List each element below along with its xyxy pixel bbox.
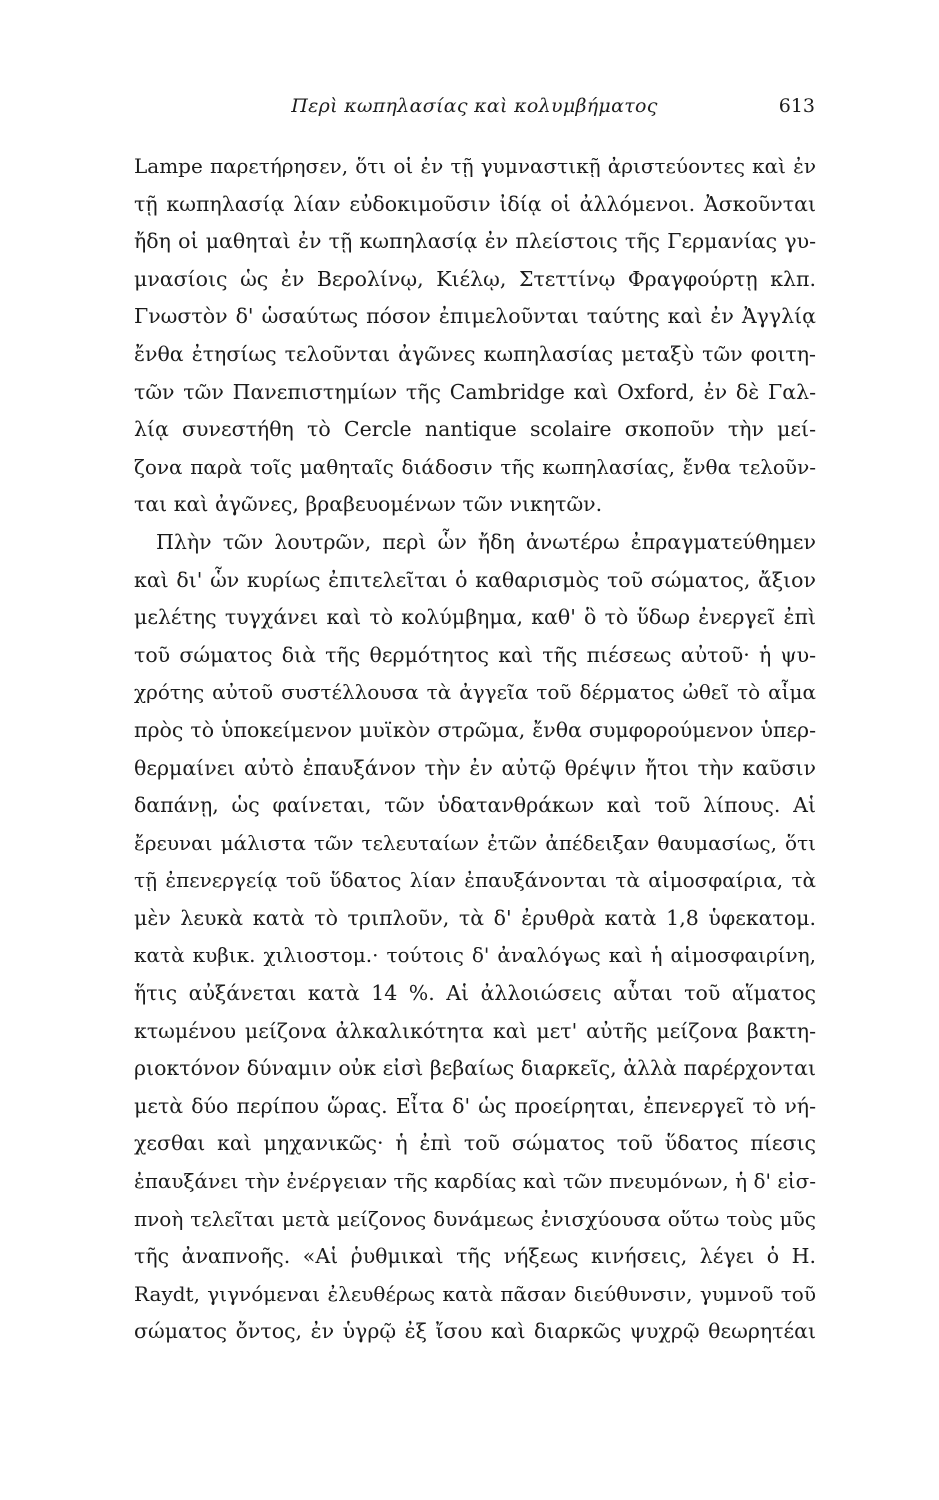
text-line: ἤδη οἱ μαθηταὶ ἐν τῇ κωπηλασίᾳ ἐν πλείστοις τῆς Γερμανίας γυ- xyxy=(134,229,816,254)
text-line: Γνωστὸν δ' ὡσαύτως πόσον ἐπιμελοῦνται ταύτης καὶ ἐν Ἀγγλίᾳ xyxy=(134,304,816,329)
text-line: ἔρευναι μάλιστα τῶν τελευταίων ἐτῶν ἀπέδειξαν θαυμασίως, ὅτι xyxy=(134,830,816,855)
running-title: Περὶ κωπηλασίας καὶ κολυμβήματος xyxy=(291,95,658,117)
text-line: καὶ δι' ὧν κυρίως ἐπιτελεῖται ὁ καθαρισμὸς τοῦ σώματος, ἄξιον xyxy=(134,567,816,592)
text-line: μελέτης τυγχάνει καὶ τὸ κολύμβημα, καθ' ὃ τὸ ὕδωρ ἐνεργεῖ ἐπὶ xyxy=(134,605,816,630)
running-head xyxy=(134,95,815,125)
text-line: ἐπαυξάνει τὴν ἐνέργειαν τῆς καρδίας καὶ τῶν πνευμόνων, ἡ δ' εἰσ- xyxy=(134,1169,816,1194)
text-line: λίᾳ συνεστήθη τὸ Cercle nantique scolaire σκοποῦν τὴν μεί- xyxy=(134,417,816,442)
text-line: ζονα παρὰ τοῖς μαθηταῖς διάδοσιν τῆς κωπηλασίας, ἔνθα τελοῦν- xyxy=(134,454,816,479)
text-line: θερμαίνει αὐτὸ ἐπαυξάνον τὴν ἐν αὐτῷ θρέψιν ἤτοι τὴν καῦσιν xyxy=(134,755,816,780)
text-line: ται καὶ ἀγῶνες, βραβευομένων τῶν νικητῶν. xyxy=(134,492,603,517)
page-number: 613 xyxy=(778,95,815,117)
text-line: κτωμένου μείζονα ἀλκαλικότητα καὶ μετ' αὐτῆς μείζονα βακτη- xyxy=(134,1018,816,1043)
text-line: τοῦ σώματος διὰ τῆς θερμότητος καὶ τῆς πιέσεως αὐτοῦ· ἡ ψυ- xyxy=(134,642,816,667)
text-line: μὲν λευκὰ κατὰ τὸ τριπλοῦν, τὰ δ' ἐρυθρὰ κατὰ 1,8 ὑφεκατομ. xyxy=(134,905,816,930)
text-line: σώματος ὄντος, ἐν ὑγρῷ ἐξ ἴσου καὶ διαρκῶς ψυχρῷ θεωρητέαι xyxy=(134,1319,816,1344)
text-line: τῇ ἐπενεργείᾳ τοῦ ὕδατος λίαν ἐπαυξάνονται τὰ αἱμοσφαίρια, τὰ xyxy=(134,868,816,893)
body-text xyxy=(134,148,816,1351)
text-line: ριοκτόνον δύναμιν οὐκ εἰσὶ βεβαίως διαρκεῖς, ἀλλὰ παρέρχονται xyxy=(134,1056,816,1081)
text-line: χεσθαι καὶ μηχανικῶς· ἡ ἐπὶ τοῦ σώματος τοῦ ὕδατος πίεσις xyxy=(134,1131,816,1156)
text-line: τῆς ἀναπνοῆς. «Αἱ ῥυθμικαὶ τῆς νήξεως κινήσεις, λέγει ὁ H. xyxy=(134,1244,816,1269)
text-line: κατὰ κυβικ. χιλιοστομ.· τούτοις δ' ἀναλόγως καὶ ἡ αἱμοσφαιρίνη, xyxy=(134,943,816,968)
text-line: τῇ κωπηλασίᾳ λίαν εὐδοκιμοῦσιν ἰδίᾳ οἱ ἀλλόμενοι. Ἀσκοῦνται xyxy=(134,191,816,216)
text-line: τῶν τῶν Πανεπιστημίων τῆς Cambridge καὶ Oxford, ἐν δὲ Γαλ- xyxy=(134,379,816,404)
text-line: πρὸς τὸ ὑποκείμενον μυϊκὸν στρῶμα, ἔνθα συμφορούμενον ὑπερ- xyxy=(134,717,816,742)
text-line: ἥτις αὐξάνεται κατὰ 14 %. Αἱ ἀλλοιώσεις αὗται τοῦ αἵματος xyxy=(134,981,816,1006)
text-line: Lampe παρετήρησεν, ὅτι οἱ ἐν τῇ γυμναστικῇ ἀριστεύοντες καὶ ἐν xyxy=(134,154,816,178)
text-line: Raydt, γιγνόμεναι ἐλευθέρως κατὰ πᾶσαν διεύθυνσιν, γυμνοῦ τοῦ xyxy=(134,1281,816,1306)
text-line: μετὰ δύο περίπου ὥρας. Εἶτα δ' ὡς προείρηται, ἐπενεργεῖ τὸ νή- xyxy=(134,1093,816,1118)
text-line: ἔνθα ἐτησίως τελοῦνται ἀγῶνες κωπηλασίας μεταξὺ τῶν φοιτη- xyxy=(134,341,816,366)
text-line: μνασίοις ὡς ἐν Βερολίνῳ, Κιέλῳ, Στεττίνῳ Φραγφούρτῃ κλπ. xyxy=(134,266,816,291)
text-line: πνοὴ τελεῖται μετὰ μείζονος δυνάμεως ἐνισχύουσα οὕτω τοὺς μῦς xyxy=(134,1206,816,1231)
paragraph-start-line: Πλὴν τῶν λουτρῶν, περὶ ὧν ἤδη ἀνωτέρω ἐπραγματεύθημεν xyxy=(156,529,816,554)
text-line: δαπάνῃ, ὡς φαίνεται, τῶν ὑδατανθράκων καὶ τοῦ λίπους. Αἱ xyxy=(134,793,816,818)
text-line: χρότης αὐτοῦ συστέλλουσα τὰ ἀγγεῖα τοῦ δέρματος ὠθεῖ τὸ αἷμα xyxy=(134,680,816,705)
